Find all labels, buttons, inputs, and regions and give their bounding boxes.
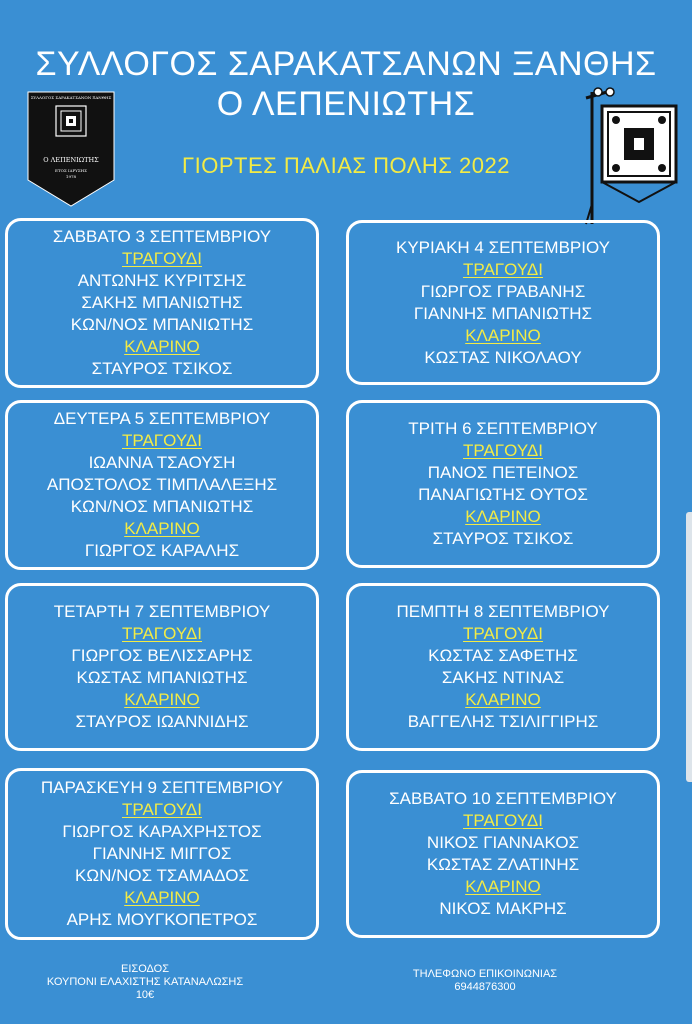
singer-name: ΠΑΝΑΓΙΩΤΗΣ ΟΥΤΟΣ bbox=[418, 485, 588, 504]
song-heading: ΤΡΑΓΟΥΔΙ bbox=[463, 811, 543, 830]
logo-text-top: ΣΥΛΛΟΓΟΣ ΣΑΡΑΚΑΤΣΑΝΩΝ ΞΑΝΘΗΣ bbox=[30, 95, 112, 100]
clarinet-player-name: ΣΤΑΥΡΟΣ ΤΣΙΚΟΣ bbox=[432, 529, 574, 548]
clarinet-heading: ΚΛΑΡΙΝΟ bbox=[465, 690, 541, 709]
poster-title-line1: ΣΥΛΛΟΓΟΣ ΣΑΡΑΚΑΤΣΑΝΩΝ ΞΑΝΘΗΣ bbox=[35, 45, 657, 83]
schedule-card bbox=[346, 400, 660, 568]
singer-name: ΓΙΩΡΓΟΣ ΓΡΑΒΑΝΗΣ bbox=[420, 281, 586, 301]
singer-name: ΚΩΣΤΑΣ ΣΑΦΕΤΗΣ bbox=[428, 646, 578, 665]
schedule-day: ΚΥΡΙΑΚΗ 4 ΣΕΠΤΕΜΒΡΙΟΥ bbox=[395, 237, 611, 257]
schedule-day: ΣΑΒΒΑΤΟ 10 ΣΕΠΤΕΜΒΡΙΟΥ bbox=[389, 789, 617, 808]
song-heading: ΤΡΑΓΟΥΔΙ bbox=[122, 249, 202, 268]
clarinet-heading: ΚΛΑΡΙΝΟ bbox=[124, 888, 200, 907]
song-heading: ΤΡΑΓΟΥΔΙ bbox=[122, 431, 202, 450]
clarinet-heading: ΚΛΑΡΙΝΟ bbox=[465, 507, 541, 526]
schedule-card bbox=[346, 770, 660, 938]
clarinet-player-name: ΑΡΗΣ ΜΟΥΓΚΟΠΕΤΡΟΣ bbox=[66, 910, 258, 929]
clarinet-heading: ΚΛΑΡΙΝΟ bbox=[465, 325, 541, 345]
logo-text-year: 1978 bbox=[65, 174, 77, 179]
footer-entry bbox=[0, 963, 290, 1002]
song-heading: ΤΡΑΓΟΥΔΙ bbox=[463, 259, 543, 279]
footer-contact bbox=[360, 968, 610, 994]
clarinet-heading: ΚΛΑΡΙΝΟ bbox=[124, 337, 200, 356]
singer-name: ΣΑΚΗΣ ΝΤΙΝΑΣ bbox=[441, 668, 565, 687]
association-shield-logo-icon bbox=[26, 90, 116, 208]
schedule-day: ΤΕΤΑΡΤΗ 7 ΣΕΠΤΕΜΒΡΙΟΥ bbox=[53, 602, 271, 621]
singer-name: ΝΙΚΟΣ ΓΙΑΝΝΑΚΟΣ bbox=[426, 833, 580, 852]
clarinet-player-name: ΒΑΓΓΕΛΗΣ ΤΣΙΛΙΓΓΙΡΗΣ bbox=[407, 712, 599, 731]
clarinet-player-name: ΝΙΚΟΣ ΜΑΚΡΗΣ bbox=[439, 899, 567, 918]
singer-name: ΙΩΑΝΝΑ ΤΣΑΟΥΣΗ bbox=[88, 453, 236, 472]
footer-phone-number[interactable]: 6944876300 bbox=[454, 981, 516, 993]
schedule-card bbox=[5, 768, 319, 940]
schedule-card bbox=[346, 583, 660, 751]
song-heading: ΤΡΑΓΟΥΔΙ bbox=[463, 624, 543, 643]
schedule-card bbox=[5, 400, 319, 570]
singer-name: ΓΙΩΡΓΟΣ ΒΕΛΙΣΣΑΡΗΣ bbox=[71, 646, 253, 665]
logo-text-name: Ο ΛΕΠΕΝΙΩΤΗΣ bbox=[43, 156, 99, 164]
clarinet-player-name: ΚΩΣΤΑΣ ΝΙΚΟΛΑΟΥ bbox=[424, 347, 582, 367]
schedule-day: ΤΡΙΤΗ 6 ΣΕΠΤΕΜΒΡΙΟΥ bbox=[408, 419, 598, 438]
sarakatsan-flag-icon bbox=[584, 84, 684, 234]
footer-entry-price: 10€ bbox=[135, 989, 155, 1001]
song-heading: ΤΡΑΓΟΥΔΙ bbox=[122, 624, 202, 643]
schedule-day: ΣΑΒΒΑΤΟ 3 ΣΕΠΤΕΜΒΡΙΟΥ bbox=[52, 227, 272, 246]
singer-name: ΚΩΣΤΑΣ ΜΠΑΝΙΩΤΗΣ bbox=[76, 668, 248, 687]
schedule-day: ΔΕΥΤΕΡΑ 5 ΣΕΠΤΕΜΒΡΙΟΥ bbox=[53, 409, 271, 428]
clarinet-heading: ΚΛΑΡΙΝΟ bbox=[124, 690, 200, 709]
singer-name: ΣΑΚΗΣ ΜΠΑΝΙΩΤΗΣ bbox=[81, 293, 243, 312]
singer-name: ΓΙΑΝΝΗΣ ΜΙΓΓΟΣ bbox=[92, 844, 232, 863]
schedule-card bbox=[5, 218, 319, 388]
song-heading: ΤΡΑΓΟΥΔΙ bbox=[463, 441, 543, 460]
footer-entry-desc: ΚΟΥΠΟΝΙ ΕΛΑΧΙΣΤΗΣ ΚΑΤΑΝΑΛΩΣΗΣ bbox=[46, 976, 244, 988]
singer-name: ΚΩΝ/ΝΟΣ ΜΠΑΝΙΩΤΗΣ bbox=[70, 497, 254, 516]
song-heading: ΤΡΑΓΟΥΔΙ bbox=[122, 800, 202, 819]
footer-phone-label: ΤΗΛΕΦΩΝΟ ΕΠΙΚΟΙΝΩΝΙΑΣ bbox=[412, 968, 558, 980]
schedule-day: ΠΕΜΠΤΗ 8 ΣΕΠΤΕΜΒΡΙΟΥ bbox=[396, 602, 610, 621]
singer-name: ΚΩΝ/ΝΟΣ ΤΣΑΜΑΔΟΣ bbox=[75, 866, 249, 885]
singer-name: ΑΝΤΩΝΗΣ ΚΥΡΙΤΣΗΣ bbox=[77, 271, 247, 290]
singer-name: ΚΩΣΤΑΣ ΖΛΑΤΙΝΗΣ bbox=[426, 855, 580, 874]
singer-name: ΚΩΝ/ΝΟΣ ΜΠΑΝΙΩΤΗΣ bbox=[70, 315, 254, 334]
schedule-card bbox=[5, 583, 319, 751]
clarinet-heading: ΚΛΑΡΙΝΟ bbox=[465, 877, 541, 896]
schedule-day: ΠΑΡΑΣΚΕΥΗ 9 ΣΕΠΤΕΜΒΡΙΟΥ bbox=[40, 778, 284, 797]
poster-subtitle: ΓΙΟΡΤΕΣ ΠΑΛΙΑΣ ΠΟΛΗΣ 2022 bbox=[182, 153, 510, 178]
poster-title-line2: Ο ΛΕΠΕΝΙΩΤΗΣ bbox=[216, 85, 476, 123]
singer-name: ΓΙΑΝΝΗΣ ΜΠΑΝΙΩΤΗΣ bbox=[413, 303, 593, 323]
singer-name: ΠΑΝΟΣ ΠΕΤΕΙΝΟΣ bbox=[427, 463, 579, 482]
logo-text-founded: ΕΤΟΣ ΙΔΡΥΣΗΣ bbox=[55, 168, 87, 173]
footer-entry-label: ΕΙΣΟΔΟΣ bbox=[121, 963, 169, 975]
clarinet-heading: ΚΛΑΡΙΝΟ bbox=[124, 519, 200, 538]
clarinet-player-name: ΓΙΩΡΓΟΣ ΚΑΡΑΛΗΣ bbox=[84, 541, 240, 560]
schedule-card bbox=[346, 220, 660, 385]
scroll-edge-indicator[interactable] bbox=[686, 512, 692, 782]
clarinet-player-name: ΣΤΑΥΡΟΣ ΙΩΑΝΝΙΔΗΣ bbox=[75, 712, 249, 731]
singer-name: ΑΠΟΣΤΟΛΟΣ ΤΙΜΠΛΑΛΕΞΗΣ bbox=[46, 475, 278, 494]
singer-name: ΓΙΩΡΓΟΣ ΚΑΡΑΧΡΗΣΤΟΣ bbox=[62, 822, 262, 841]
clarinet-player-name: ΣΤΑΥΡΟΣ ΤΣΙΚΟΣ bbox=[91, 359, 233, 378]
